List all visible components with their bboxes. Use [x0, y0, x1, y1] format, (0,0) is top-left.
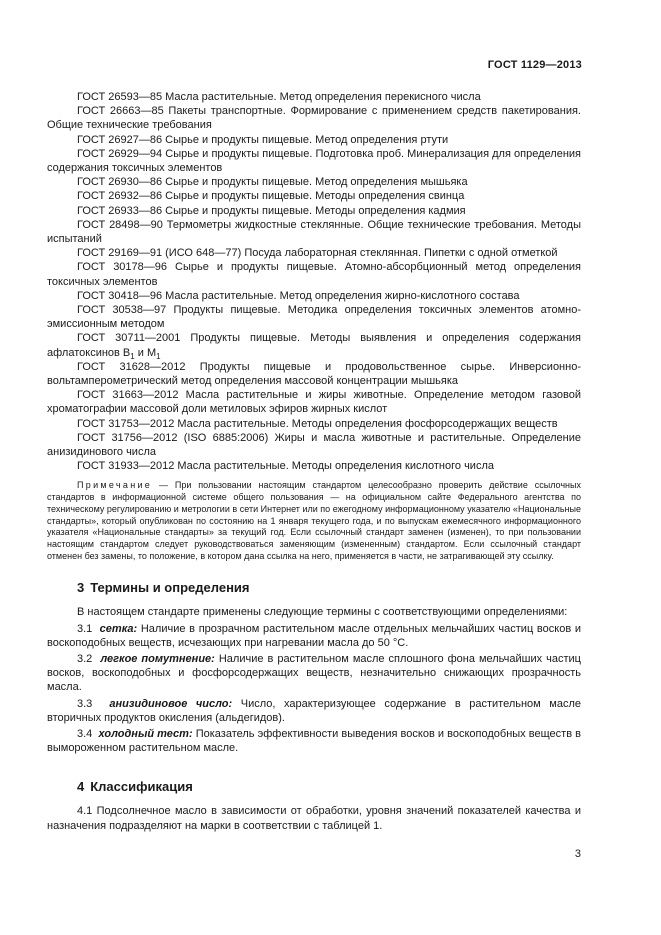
section-number: 3 — [77, 580, 85, 596]
reference-item: ГОСТ 26927—86 Сырье и продукты пищевые. Метод определения ртути — [77, 133, 449, 146]
term-name: холодный тест: — [98, 728, 193, 741]
note-label: Примечание — [77, 480, 153, 491]
term-def: Наличие в растительном масле сплошного фона мельчайших частиц восков, воскоподобных и фосфорсодержащих веществ, незначительно снижающих прозрачность масла. — [47, 653, 581, 694]
reference-item: ГОСТ 30178—96 Сырье и продукты пищевые. Атомно-абсорбционный метод определения токсичных элементов — [47, 261, 581, 288]
note-text: — При пользовании настоящим стандартом целесообразно проверить действие ссылочных стандартов в информационной системе общего пользования — на официальном сайте Федерального агентства по техническому регулированию и метрологии в сети Интернет или по ежегодному информационному указателю «Национальные стандарты», который опубликован по состоянию на 1 января текущего года, и по выпускам ежемесячного информационного указателя «Национальные стандарты» за текущий год. Если ссылочный стандарт заменен (изменен), то при пользовании настоящим стандартом следует руководствоваться заменяющим (измененным) стандартом. Если ссылочный стандарт отменен без замены, то положение, в котором дана ссылка на него, применяется в части, не затрагивающей эту ссылку. — [47, 480, 581, 561]
term-def: Наличие в прозрачном растительном масле отдельных мельчайших частиц восков и воскоподобных веществ, исчезающих при нагревании масла до 50 °С. — [47, 622, 581, 649]
term-name: легкое помутнение: — [100, 653, 215, 666]
reference-item-aflatoxins — [47, 331, 581, 359]
reference-item: ГОСТ 31753—2012 Масла растительные. Методы определения фосфорсодержащих веществ — [77, 417, 558, 430]
subscript-2: 1 — [156, 351, 161, 361]
subscript-1: 1 — [130, 351, 135, 361]
section-number: 4 — [77, 779, 85, 795]
term-name: сетка: — [99, 622, 138, 635]
term-number: 3.3 — [77, 697, 93, 710]
term-number: 3.2 — [77, 653, 93, 666]
reference-text: ГОСТ 30711—2001 Продукты пищевые. Методы выявления и определения содержания афлатоксинов B — [47, 332, 581, 359]
page-number: 3 — [574, 848, 581, 860]
section-3-heading — [77, 580, 581, 595]
term-number: 3.4 — [77, 728, 93, 741]
reference-item: ГОСТ 31756—2012 (ISO 6885:2006) Жиры и масла животные и растительные. Определение анизидинового числа — [47, 431, 581, 459]
reference-item: ГОСТ 29169—91 (ИСО 648—77) Посуда лабораторная стеклянная. Пипетки с одной отметкой — [77, 247, 558, 260]
term-definition — [47, 652, 581, 695]
term-number: 3.1 — [77, 622, 93, 635]
standard-code-header: ГОСТ 1129—2013 — [487, 59, 582, 71]
references-note — [47, 480, 581, 562]
reference-item: ГОСТ 26593—85 Масла растительные. Метод определения перекисного числа — [77, 91, 481, 103]
normative-references-list — [47, 90, 581, 473]
reference-item: ГОСТ 30538—97 Продукты пищевые. Методика определения токсичных элементов атомно-эмиссионным методом — [47, 304, 581, 331]
page-content — [47, 90, 581, 833]
reference-item: ГОСТ 26929—94 Сырье и продукты пищевые. Подготовка проб. Минерализация для определения содержания токсичных элементов — [47, 147, 581, 175]
term-definition — [47, 697, 581, 725]
reference-item: ГОСТ 30418—96 Масла растительные. Метод определения жирно-кислотного состава — [77, 289, 520, 302]
reference-item: ГОСТ 31663—2012 Масла растительные и жиры животные. Определение методом газовой хроматографии массовой доли метиловых эфиров жирных кислот — [47, 389, 581, 416]
section-4-paragraph: 4.1 Подсолнечное масло в зависимости от обработки, уровня значений показателей качества и назначения подразделяют на марки в соответствии с таблицей 1. — [47, 805, 581, 832]
reference-item: ГОСТ 28498—90 Термометры жидкостные стеклянные. Общие технические требования. Методы испытаний — [47, 218, 581, 246]
section-4-heading — [77, 779, 581, 794]
reference-item: ГОСТ 26932—86 Сырье и продукты пищевые. Методы определения свинца — [77, 190, 465, 203]
reference-item: ГОСТ 31628—2012 Продукты пищевые и продовольственное сырье. Инверсионно-вольтамперометрический метод определения массовой концентрации мышьяка — [47, 360, 581, 388]
reference-item: ГОСТ 26663—85 Пакеты транспортные. Формирование с применением средств пакетирования. Общие технические требования — [47, 105, 581, 132]
reference-text-mid: и M — [134, 346, 157, 359]
term-definition — [47, 622, 581, 650]
section-title: Термины и определения — [90, 580, 250, 596]
term-def: Показатель эффективности выведения восков и воскоподобных веществ в вымороженном растительном масле. — [47, 728, 581, 755]
term-def: Число, характеризующее содержание в растительном масле вторичных продуктов окисления (альдегидов). — [47, 697, 581, 724]
reference-item: ГОСТ 31933—2012 Масла растительные. Методы определения кислотного числа — [77, 460, 494, 473]
term-name: анизидиновое число: — [109, 697, 233, 710]
section-3-intro: В настоящем стандарте применены следующие термины с соответствующими определениями: — [77, 606, 568, 619]
reference-item: ГОСТ 26930—86 Сырье и продукты пищевые. Метод определения мышьяка — [77, 176, 468, 189]
section-title: Классификация — [90, 779, 193, 795]
term-definition — [47, 727, 581, 755]
reference-item: ГОСТ 26933—86 Сырье и продукты пищевые. Методы определения кадмия — [77, 204, 466, 217]
